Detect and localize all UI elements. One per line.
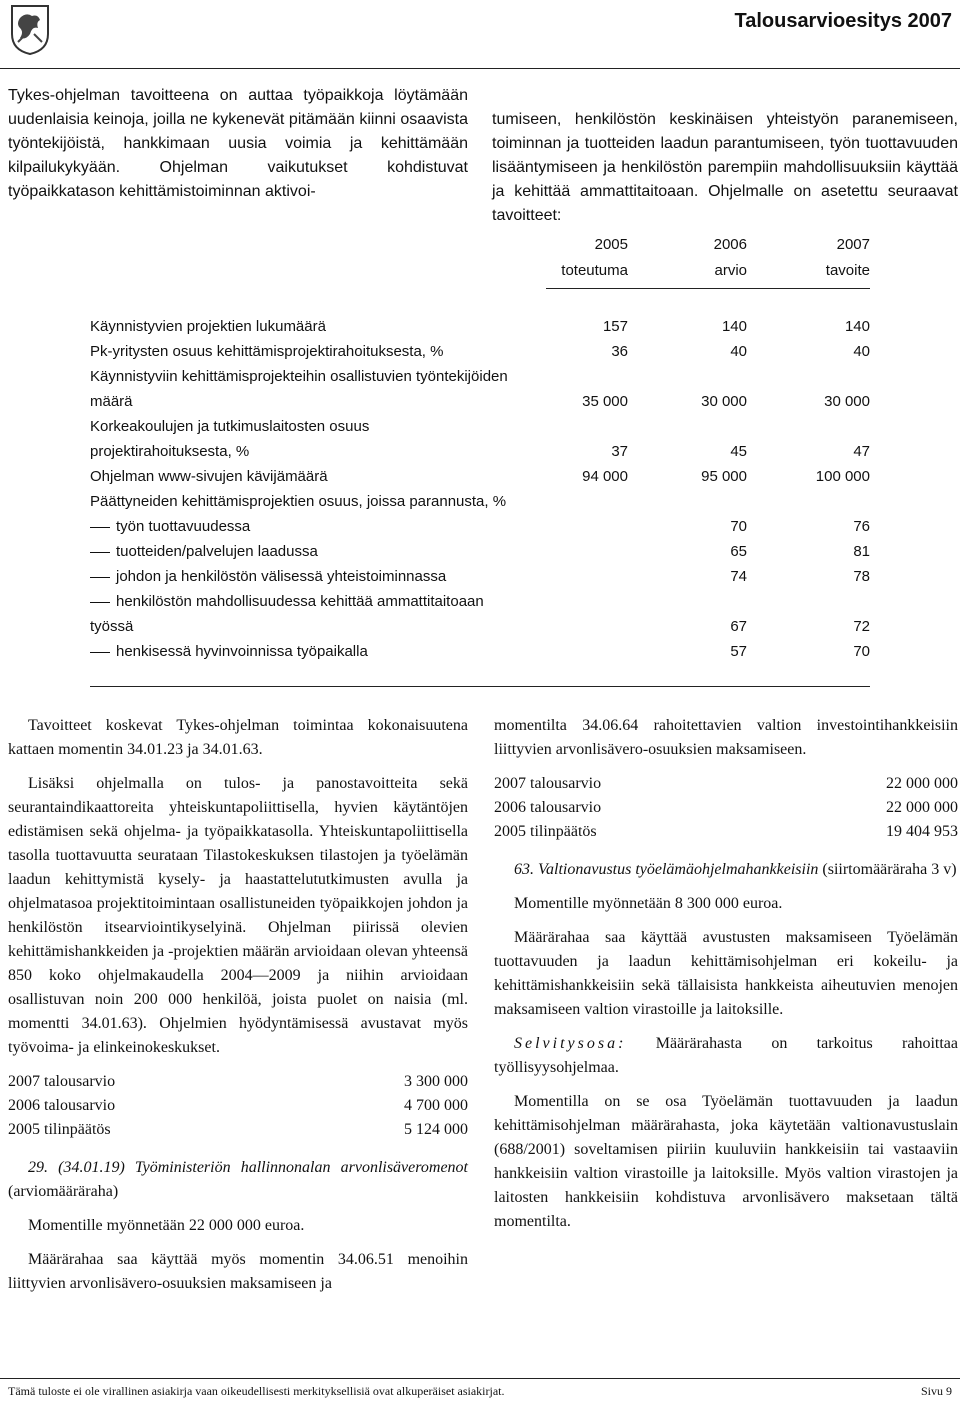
lion-crest-icon [8, 4, 52, 56]
value-2006: 40 [730, 343, 747, 360]
value-2007: 140 [844, 318, 870, 335]
amount-value: 5 124 000 [404, 1121, 468, 1138]
goals-table-body [90, 314, 870, 664]
intro-left [8, 84, 468, 204]
table-row [90, 514, 870, 539]
paragraph: Määrärahaa saa käyttää myös momentin 34.06.51 menoihin liittyvien arvonlisävero-osuuksien maksamiseen ja [8, 1251, 468, 1292]
table-row [90, 539, 870, 564]
page-number: Sivu 9 [920, 1384, 952, 1398]
value-2006: 65 [730, 543, 747, 560]
subheader-2007: tavoite [825, 262, 870, 279]
row-label [90, 564, 510, 589]
table-row [90, 414, 870, 464]
goals-header-rule [546, 288, 870, 289]
goals-table-header [90, 234, 870, 294]
value-2007: 30 000 [824, 393, 870, 410]
selvitysosa-text: Määrärahasta on tarkoitus rahoittaa työllisyysohjelmaa. [494, 1035, 958, 1076]
table-row [90, 314, 870, 339]
amount-label: 2006 talousarvio [8, 1097, 116, 1114]
value-2006: 67 [730, 618, 747, 635]
value-2006: 95 000 [701, 468, 747, 485]
subheader-2006: arvio [714, 262, 747, 279]
amounts-table [8, 1070, 468, 1142]
value-2006: 45 [730, 443, 747, 460]
amount-row [494, 820, 958, 844]
amount-row [8, 1094, 468, 1118]
amount-value: 3 300 000 [404, 1073, 468, 1090]
row-label-text: työn tuottavuudessa [116, 518, 251, 535]
document-title: Talousarvioesitys 2007 [734, 10, 952, 32]
table-row [90, 639, 870, 664]
row-label: Ohjelman www-sivujen kävijämäärä [90, 468, 328, 485]
amount-value: 4 700 000 [404, 1097, 468, 1114]
dash-marker [90, 527, 110, 528]
paragraph: Määrärahaa saa käyttää avustusten maksamiseen Työelämän tuottavuuden ja laadun kehittämisohjelman eri kokeilu- ja kehittämishankkeisiin sekä tällaisista hankkeista aiheutuvien menojen maksamiseen valtion virastoille ja laitoksille. [494, 929, 958, 1018]
goals-table [90, 234, 870, 660]
paragraph: Momentilla on se osa Työelämän tuottavuuden ja laadun kehittämisohjelman määrärahasta, joka käytetään valtionavustuslain (688/2001) soveltamisen piiriin kuuluviin hankkeisiin tai vastaaviin hankkeisiin valtion virastoille ja laitoksille. Myös valtion virastojen ja laitosten hankkeisiin kohdistuva arvonlisävero maksetaan tältä momentilta. [494, 1093, 958, 1230]
intro-right-text: tumiseen, henkilöstön keskinäisen yhteistyön paranemiseen, toiminnan ja tuotteiden laadun parantumiseen, työn tuottavuuden lisääntymiseen ja henkilöstön parempiin mahdollisuuksiin käyttää ja kehittää ammattitaitoaan. Ohjelmalle on asetettu seuraavat tavoitteet: [492, 111, 958, 224]
row-label: Pk-yritysten osuus kehittämisprojektirahoituksesta, % [90, 343, 444, 360]
left-column [8, 714, 468, 1306]
table-row [90, 589, 870, 639]
page-footer [8, 1384, 952, 1399]
header-rule [0, 68, 960, 69]
amount-value: 22 000 000 [886, 799, 958, 816]
footer-disclaimer: Tämä tuloste ei ole virallinen asiakirja vaan oikeudellisesti merkityksellisiä ovat alkuperäiset asiakirjat. [8, 1384, 505, 1398]
goals-table-bottom-rule [90, 686, 870, 687]
paragraph: Momentille myönnetään 22 000 000 euroa. [28, 1217, 305, 1234]
dash-marker [90, 652, 110, 653]
value-2005: 94 000 [582, 468, 628, 485]
amounts-table [494, 772, 958, 844]
amount-row [494, 772, 958, 796]
amount-label: 2007 talousarvio [494, 775, 602, 792]
value-2005: 36 [611, 343, 628, 360]
paragraph: Lisäksi ohjelmalla on tulos- ja panostavoitteita sekä seurantaindikaattoreita yhteiskuntapoliittisella, hyvien käytäntöjen edistämisen sekä ohjelma- ja työpaikkatasolla. Yhteiskuntapoliittisella tasolla tuottavuutta seurataan Tilastokeskuksen tilastojen ja työelämän laadun kehittymistä kysely- ja haastattelututkimusten avulla ja ohjelmatasoa projektitoimintaan osallistuneiden työpaikkojen johdon ja henkilöstön itsearviointikyselyinä. Ohjelman piirissä olevien kehittämishankkeiden ja -projektien määrän arvioidaan olevan yhteensä 850 koko ohjelmakaudella 2004—2009 ja niihin arvioidaan osallistuvan noin 200 000 henkilöä, joista puolet on naisia (ml. momentti 34.01.63). Ohjelmien hyödyntämisessä avustavat myös työvoima- ja elinkeinokeskukset. [8, 775, 468, 1056]
amount-row [8, 1070, 468, 1094]
amount-row [8, 1118, 468, 1142]
row-label: Päättyneiden kehittämisprojektien osuus, joissa parannusta, % [90, 493, 507, 510]
paragraph: Momentille myönnetään 8 300 000 euroa. [514, 895, 783, 912]
row-label: Käynnistyvien projektien lukumäärä [90, 318, 326, 335]
value-2007: 76 [853, 518, 870, 535]
section-heading-63 [494, 858, 958, 882]
table-row [90, 489, 870, 514]
intro-left-text: Tykes-ohjelman tavoitteena on auttaa työpaikkoja löytämään uudenlaisia keinoja, joilla ne kykenevät pitämään kiinni osaavista työntekijöistä, hankkimaan uusia voimia ja kehittämään kilpailukykyään. Ohjelman vaikutukset kohdistuvat työpaikkatason kehittämistoiminnan aktivoi- [8, 87, 468, 200]
value-2006: 57 [730, 643, 747, 660]
table-row [90, 339, 870, 364]
value-2007: 81 [853, 543, 870, 560]
year-header-2005: 2005 [594, 236, 628, 253]
amount-value: 19 404 953 [886, 823, 958, 840]
value-2007: 40 [853, 343, 870, 360]
value-2007: 70 [853, 643, 870, 660]
amount-label: 2006 talousarvio [494, 799, 602, 816]
value-2005: 157 [602, 318, 628, 335]
dash-marker [90, 577, 110, 578]
dash-marker [90, 552, 110, 553]
year-header-2006: 2006 [713, 236, 747, 253]
amount-label: 2007 talousarvio [8, 1073, 116, 1090]
dash-marker [90, 602, 110, 603]
value-2005: 35 000 [582, 393, 628, 410]
page-header [0, 0, 960, 70]
value-2006: 74 [730, 568, 747, 585]
row-label-text: tuotteiden/palvelujen laadussa [116, 543, 318, 560]
row-label-text: henkilöstön mahdollisuudessa kehittää ammattitaitoaan työssä [90, 593, 484, 635]
paragraph: momentilta 34.06.64 rahoitettavien valtion investointihankkeisiin liittyvien arvonlisävero-osuuksien maksamiseen. [494, 717, 958, 758]
row-label-text: henkisessä hyvinvoinnissa työpaikalla [116, 643, 368, 660]
right-column [494, 714, 958, 1244]
value-2006: 30 000 [701, 393, 747, 410]
row-label [90, 514, 510, 539]
amount-row [494, 796, 958, 820]
year-header-2007: 2007 [836, 236, 870, 253]
table-row [90, 364, 870, 414]
value-2006: 70 [730, 518, 747, 535]
value-2005: 37 [611, 443, 628, 460]
row-label: Käynnistyviin kehittämisprojekteihin osallistuvien työntekijöiden määrä [90, 368, 508, 410]
table-row [90, 464, 870, 489]
heading-suffix: (arviomääräraha) [8, 1183, 119, 1200]
value-2007: 72 [853, 618, 870, 635]
paragraph: Tavoitteet koskevat Tykes-ohjelman toimintaa kokonaisuutena kattaen momentin 34.01.23 ja 34.01.63. [8, 717, 468, 758]
heading-text: 63. Valtionavustus työelämäohjelmahankkeisiin [514, 861, 819, 878]
amount-label: 2005 tilinpäätös [494, 823, 597, 840]
selvitysosa-label: Selvitysosa: [514, 1035, 627, 1052]
row-label-text: johdon ja henkilöstön välisessä yhteistoiminnassa [116, 568, 447, 585]
row-label [90, 639, 510, 664]
heading-suffix: (siirtomääräraha 3 v) [818, 861, 957, 878]
value-2006: 140 [721, 318, 747, 335]
amount-value: 22 000 000 [886, 775, 958, 792]
value-2007: 47 [853, 443, 870, 460]
heading-text: 29. (34.01.19) Työministeriön hallinnonalan arvonlisäveromenot [28, 1159, 468, 1176]
amount-label: 2005 tilinpäätös [8, 1121, 111, 1138]
section-heading-29 [8, 1156, 468, 1204]
value-2007: 100 000 [815, 468, 870, 485]
row-label [90, 539, 510, 564]
table-row [90, 564, 870, 589]
value-2007: 78 [853, 568, 870, 585]
row-label: Korkeakoulujen ja tutkimuslaitosten osuus projektirahoituksesta, % [90, 418, 370, 460]
footer-rule [0, 1378, 960, 1379]
selvitysosa-paragraph [494, 1032, 958, 1080]
intro-right [492, 108, 958, 228]
row-label [90, 589, 510, 639]
subheader-2005: toteutuma [561, 262, 628, 279]
